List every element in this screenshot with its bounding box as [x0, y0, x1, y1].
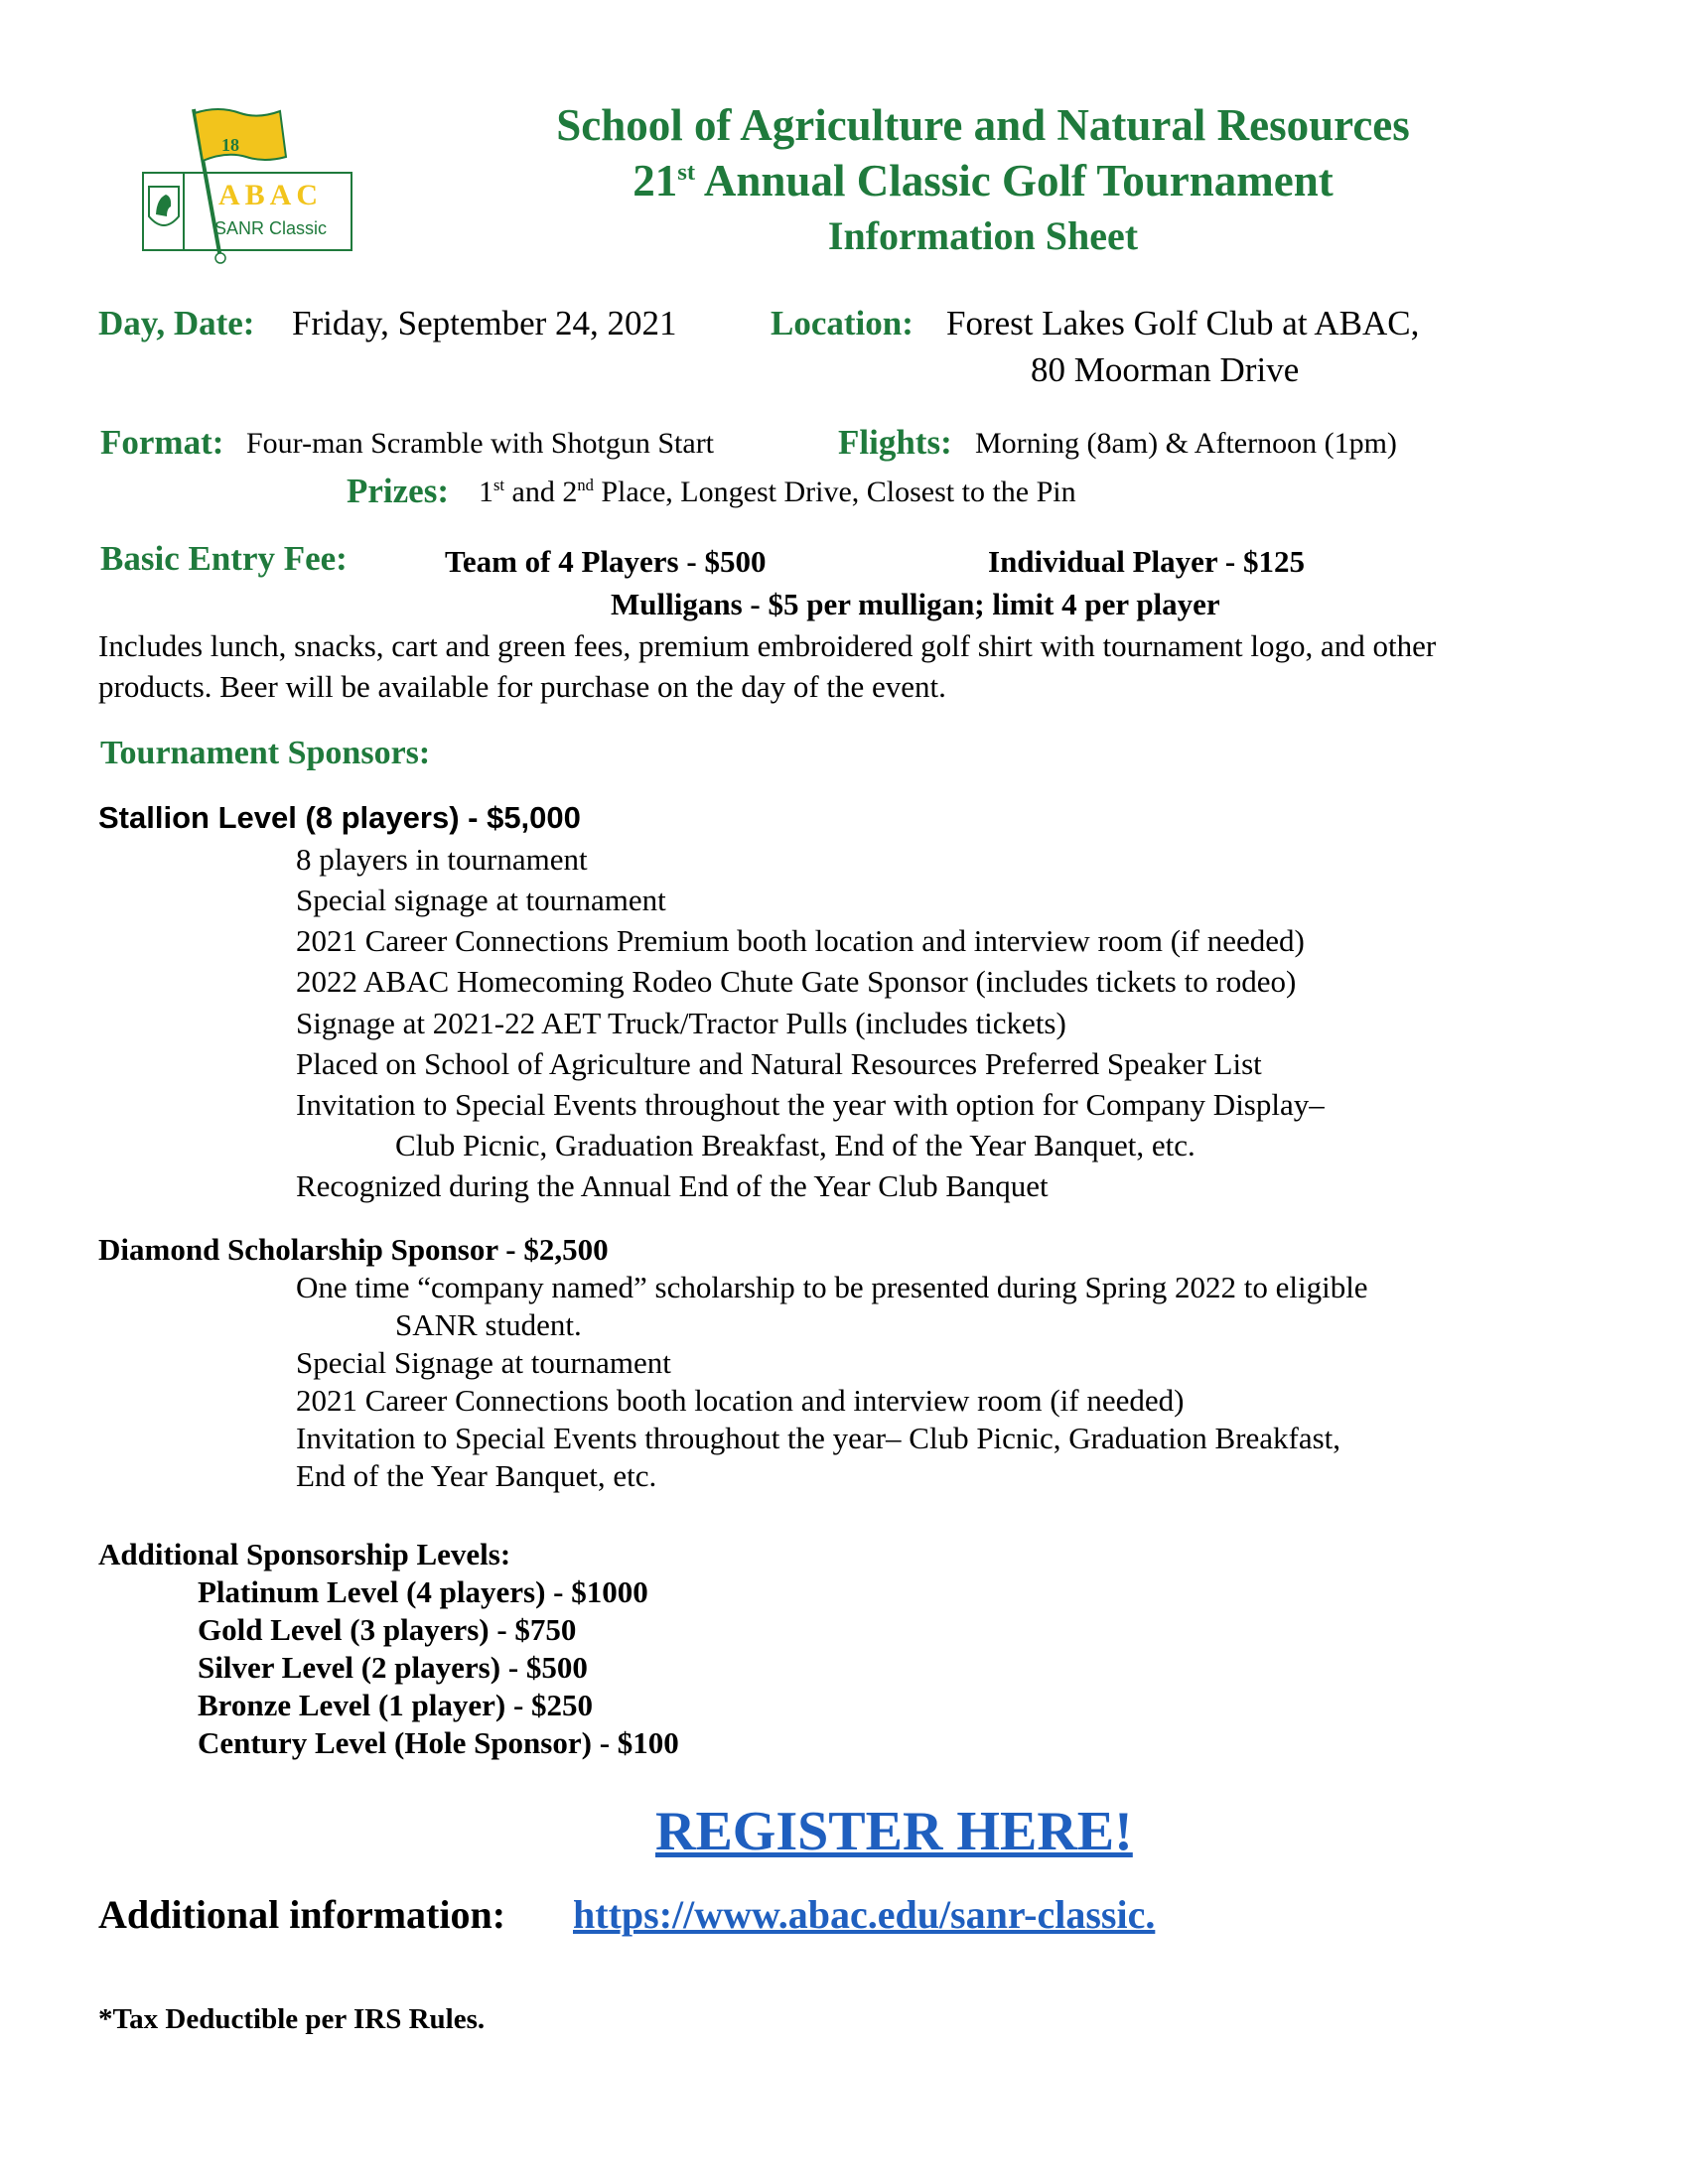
location-label: Location: — [771, 304, 914, 342]
location-line2: 80 Moorman Drive — [1031, 350, 1300, 389]
subtitle: Information Sheet — [827, 213, 1139, 258]
stallion-item: Special signage at tournament — [296, 883, 666, 917]
page-title: School of Agriculture and Natural Resources — [556, 100, 1410, 150]
prizes-value — [479, 476, 1076, 509]
additional-levels-title: Additional Sponsorship Levels: — [98, 1537, 511, 1571]
prizes-first: 1 — [479, 476, 493, 508]
stallion-item: Placed on School of Agriculture and Natural Resources Preferred Speaker List — [296, 1046, 1262, 1081]
abac-logo — [139, 99, 367, 268]
flights-label: Flights: — [838, 423, 952, 462]
sponsor-level: Century Level (Hole Sponsor) - $100 — [198, 1725, 679, 1760]
stallion-item: Invitation to Special Events throughout the year with option for Company Display– — [296, 1087, 1325, 1122]
logo-subtitle: SANR Classic — [214, 218, 328, 238]
tax-footnote: *Tax Deductible per IRS Rules. — [98, 2003, 486, 2035]
sponsor-level: Bronze Level (1 player) - $250 — [198, 1688, 594, 1722]
sponsor-level: Gold Level (3 players) - $750 — [198, 1612, 577, 1647]
prizes-second-sup: nd — [577, 476, 594, 494]
diamond-item: SANR student. — [395, 1307, 582, 1342]
stallion-item: 2021 Career Connections Premium booth location and interview room (if needed) — [296, 923, 1305, 958]
includes-line-2: products. Beer will be available for purchase on the day of the event. — [98, 669, 946, 704]
prizes-and: and 2 — [504, 476, 578, 508]
tournament-title — [467, 155, 1499, 206]
diamond-item: Special Signage at tournament — [296, 1345, 671, 1380]
location-line1: Forest Lakes Golf Club at ABAC, — [946, 304, 1420, 342]
stallion-title: Stallion Level (8 players) - $5,000 — [98, 800, 581, 835]
title-ordinal: st — [677, 159, 696, 186]
sponsor-level: Silver Level (2 players) - $500 — [198, 1650, 588, 1685]
stallion-item: 8 players in tournament — [296, 842, 588, 877]
team-fee: Team of 4 Players - $500 — [445, 544, 767, 579]
entry-fee-label: Basic Entry Fee: — [100, 539, 348, 578]
info-url-link[interactable]: https://www.abac.edu/sanr-classic. — [573, 1892, 1156, 1937]
flights-value: Morning (8am) & Afternoon (1pm) — [975, 427, 1397, 460]
format-label: Format: — [100, 423, 224, 462]
mulligans-fee: Mulligans - $5 per mulligan; limit 4 per player — [611, 587, 1220, 621]
diamond-item: End of the Year Banquet, etc. — [296, 1458, 657, 1493]
diamond-title: Diamond Scholarship Sponsor - $2,500 — [98, 1232, 609, 1267]
stallion-item: 2022 ABAC Homecoming Rodeo Chute Gate Sponsor (includes tickets to rodeo) — [296, 964, 1297, 999]
diamond-item: One time “company named” scholarship to be presented during Spring 2022 to eligible — [296, 1270, 1368, 1304]
title-number: 21 — [633, 156, 678, 205]
date-label: Day, Date: — [98, 304, 255, 342]
prizes-rest: Place, Longest Drive, Closest to the Pin — [593, 476, 1076, 508]
register-link[interactable]: REGISTER HERE! — [655, 1801, 1133, 1862]
individual-fee: Individual Player - $125 — [988, 544, 1305, 579]
sponsors-heading: Tournament Sponsors: — [100, 735, 431, 771]
diamond-item: Invitation to Special Events throughout the year– Club Picnic, Graduation Breakfast, — [296, 1421, 1341, 1455]
includes-line-1: Includes lunch, snacks, cart and green fees, premium embroidered golf shirt with tournament logo, and other — [98, 628, 1437, 663]
title-rest: Annual Classic Golf Tournament — [695, 156, 1334, 205]
logo-flag-number: 18 — [221, 135, 239, 155]
prizes-first-sup: st — [493, 476, 505, 494]
stallion-item: Club Picnic, Graduation Breakfast, End of the Year Banquet, etc. — [395, 1128, 1196, 1162]
format-value: Four-man Scramble with Shotgun Start — [246, 427, 715, 460]
prizes-label: Prizes: — [347, 472, 449, 510]
additional-info-label: Additional information: — [98, 1892, 506, 1937]
stallion-item: Signage at 2021-22 AET Truck/Tractor Pulls (includes tickets) — [296, 1006, 1066, 1040]
sponsor-level: Platinum Level (4 players) - $1000 — [198, 1574, 648, 1609]
diamond-item: 2021 Career Connections booth location and interview room (if needed) — [296, 1383, 1185, 1418]
date-value: Friday, September 24, 2021 — [292, 304, 677, 342]
stallion-item: Recognized during the Annual End of the Year Club Banquet — [296, 1168, 1049, 1203]
logo-name: ABAC — [218, 179, 324, 211]
